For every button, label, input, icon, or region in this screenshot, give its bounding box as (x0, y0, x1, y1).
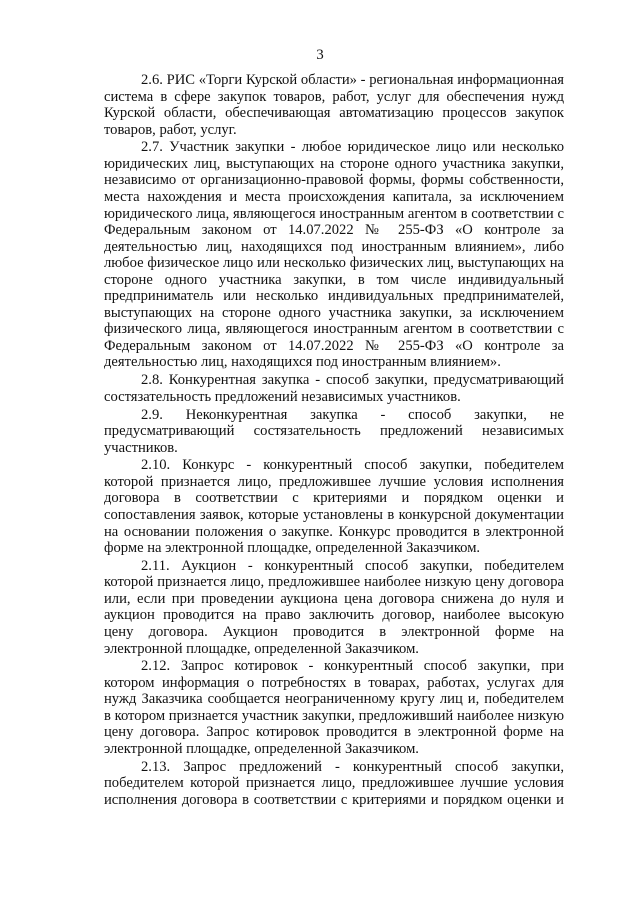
paragraph-2-10: 2.10. Конкурс - конкурентный способ закупки, победителем которой признается лицо, предложившее лучшие условия исполнения договора в соответствии с критериями и порядком оценки и сопоставления заявок, которые установлены в конкурсной документации на основании положения о закупке. Конкурс проводится в электронной форме на электронной площадке, определенной Заказчиком. (104, 457, 564, 557)
paragraph-2-11: 2.11. Аукцион - конкурентный способ закупки, победителем которой признается лицо, предложившее наиболее низкую цену договора или, если при проведении аукциона цена договора снижена до нуля и аукцион проводится на право заключить договор, наиболее высокую цену договора. Аукцион проводится в электронной форме на электронной площадке, определенной Заказчиком. (104, 557, 564, 657)
paragraph-2-8: 2.8. Конкурентная закупка - способ закупки, предусматривающий состязательность предложений независимых участников. (104, 372, 564, 405)
paragraph-2-13: 2.13. Запрос предложений - конкурентный способ закупки, победителем которой признается лицо, предложившее лучшие условия исполнения договора в соответствии с критериями и порядком оценки и (104, 758, 564, 808)
paragraph-2-12: 2.12. Запрос котировок - конкурентный способ закупки, при котором информация о потребностях в товарах, работах, услугах для нужд Заказчика сообщается неограниченному кругу лиц и, победителем в котором признается участник закупки, предложивший наиболее низкую цену договора. Запрос котировок проводится в электронной форме на электронной площадке, определенной Заказчиком. (104, 658, 564, 757)
paragraph-2-9: 2.9. Неконкурентная закупка - способ закупки, не предусматривающий состязательность предложений независимых участников. (104, 406, 564, 456)
paragraph-2-7: 2.7. Участник закупки - любое юридическое лицо или несколько юридических лиц, выступающих на стороне одного участника закупки, независимо от организационно-правовой формы, формы собственности, места нахождения и места происхождения капитала, за исключением юридического лица, являющегося иностранным агентом в соответствии с Федеральным законом от 14.07.2022 № 255-ФЗ «О контроле за деятельностью лиц, находящихся под иностранным влиянием», либо любое физическое лицо или несколько физических лиц, выступающих на стороне одного участника закупки, в том числе индивидуальный предприниматель или несколько индивидуальных предпринимателей, выступающих на стороне одного участника закупки, за исключением физического лица, являющегося иностранным агентом в соответствии с Федеральным законом от 14.07.2022 № 255-ФЗ «О контроле за деятельностью лиц, находящихся под иностранным влиянием». (104, 139, 564, 371)
document-body (104, 72, 564, 810)
paragraph-2-6: 2.6. РИС «Торги Курской области» - региональная информационная система в сфере закупок товаров, работ, услуг для обеспечения нужд Курской области, обеспечивающая автоматизацию процессов закупок товаров, работ, услуг. (104, 72, 564, 138)
page-number: 3 (316, 47, 324, 63)
